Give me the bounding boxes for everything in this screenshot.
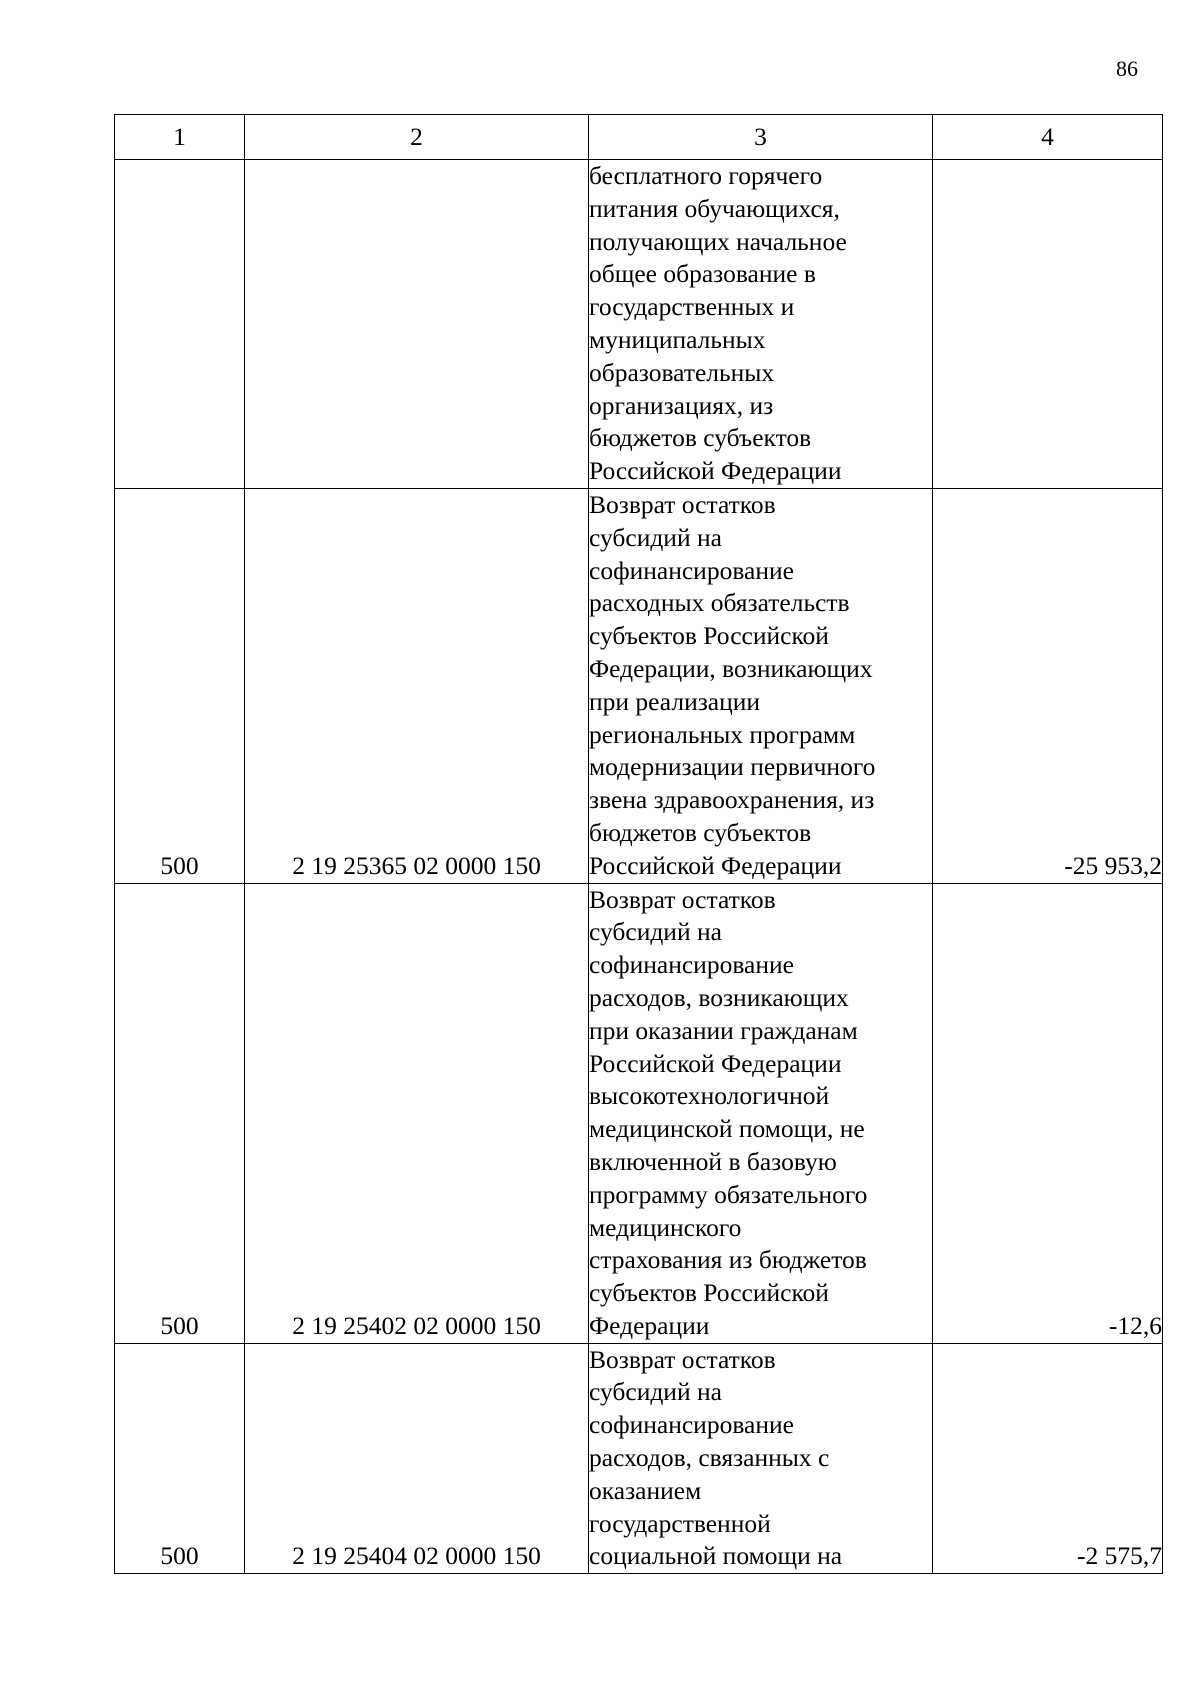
- budget-code-cell: 2 19 25402 02 0000 150: [245, 883, 589, 1343]
- budget-code-cell: [245, 160, 589, 489]
- description-cell: Возврат остатков субсидий на софинансирование расходных обязательств субъектов Российской Федерации, возникающих при реализации региональных программ модернизации первичного звена здравоохранения, из бюджетов субъектов Российской Федерации: [589, 488, 933, 883]
- page-number: 86: [1116, 56, 1138, 81]
- admin-code-cell: 500: [115, 883, 245, 1343]
- amount-cell: -25 953,2: [933, 488, 1163, 883]
- column-header: 2: [245, 115, 589, 160]
- description-cell: Возврат остатков субсидий на софинансирование расходов, возникающих при оказании гражданам Российской Федерации высокотехнологичной медицинской помощи, не включенной в базовую программу обязательного медицинского страхования из бюджетов субъектов Российской Федерации: [589, 883, 933, 1343]
- amount-cell: -2 575,7: [933, 1343, 1163, 1574]
- table-row: [115, 488, 1163, 883]
- amount-cell: [933, 160, 1163, 489]
- table-header-row: [115, 115, 1163, 160]
- table-row: [115, 883, 1163, 1343]
- admin-code-cell: 500: [115, 488, 245, 883]
- column-header: 4: [933, 115, 1163, 160]
- admin-code-cell: [115, 160, 245, 489]
- budget-code-cell: 2 19 25365 02 0000 150: [245, 488, 589, 883]
- budget-code-cell: 2 19 25404 02 0000 150: [245, 1343, 589, 1574]
- budget-table: [114, 114, 1163, 1574]
- table-row: [115, 1343, 1163, 1574]
- column-header: 3: [589, 115, 933, 160]
- amount-cell: -12,6: [933, 883, 1163, 1343]
- description-cell: бесплатного горячего питания обучающихся, получающих начальное общее образование в государственных и муниципальных образовательных организациях, из бюджетов субъектов Российской Федерации: [589, 160, 933, 489]
- description-cell: Возврат остатков субсидий на софинансирование расходов, связанных с оказанием государственной социальной помощи на: [589, 1343, 933, 1574]
- table-row: [115, 160, 1163, 489]
- admin-code-cell: 500: [115, 1343, 245, 1574]
- column-header: 1: [115, 115, 245, 160]
